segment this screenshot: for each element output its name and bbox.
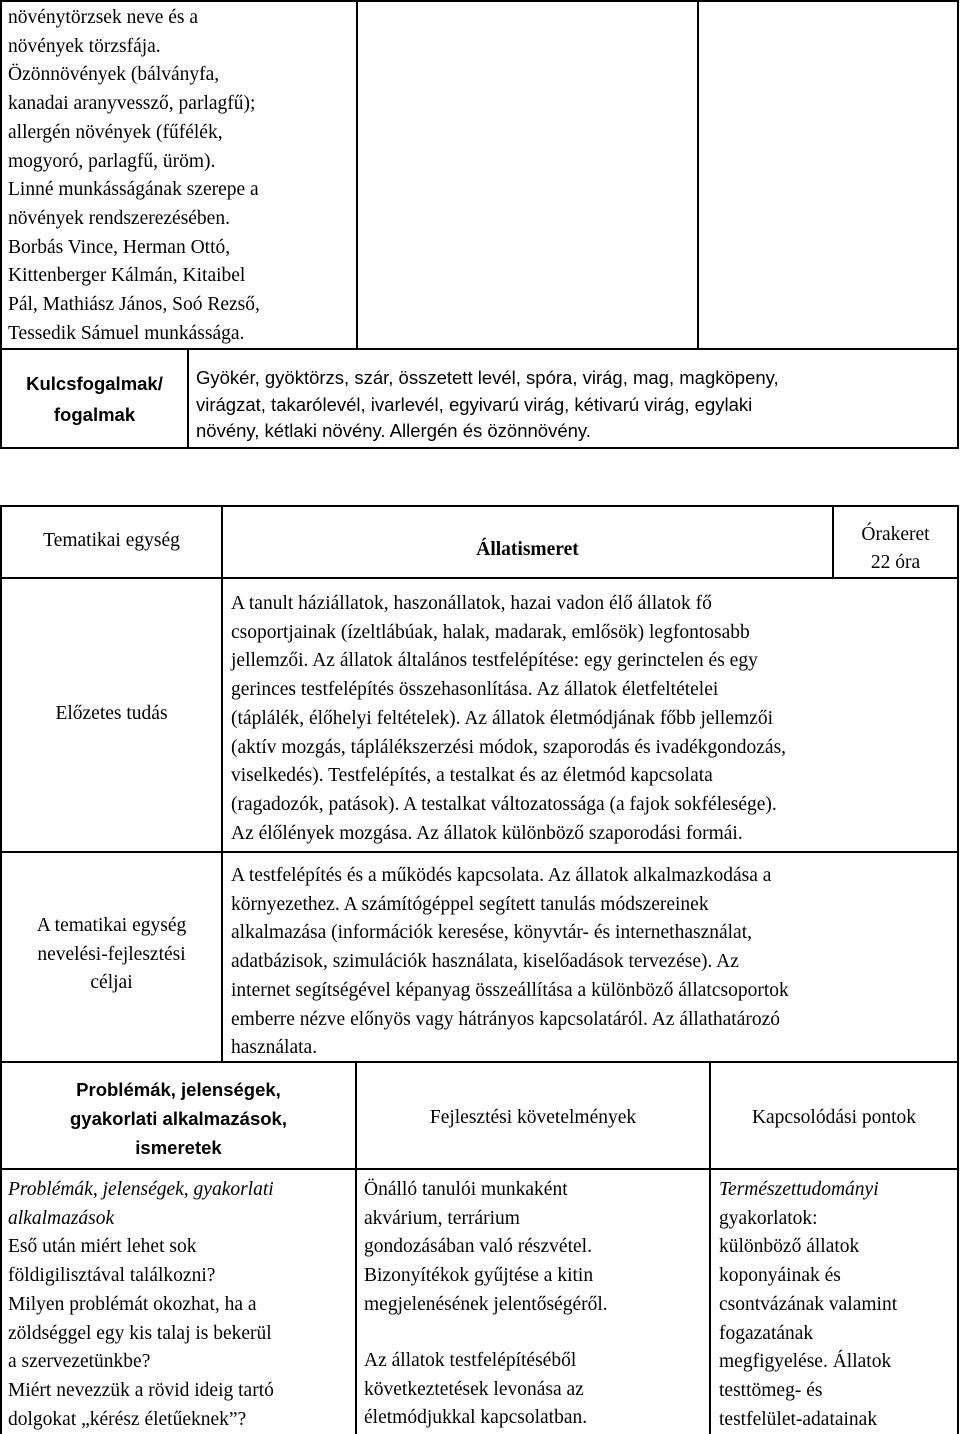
problems-text: Problémák, jelenségek, gyakorlati alkalmazások Eső után miért lehet sok földigilisztával találkozni? Milyen problémát okozhat, ha a zöldséggel egy kis talaj is bekerül a szervezetünkbe? Miért nevezzük a rövid ideig tartó dolgokat „kérész életűeknek”?	[8, 1179, 274, 1430]
table-border	[957, 505, 959, 1434]
table-border	[356, 0, 358, 350]
table-border	[0, 0, 959, 2]
table-border	[0, 505, 959, 507]
table-border	[0, 577, 959, 579]
table-border	[187, 348, 189, 449]
table-border	[697, 0, 699, 350]
connections-text: Természettudományi gyakorlatok: különböző állatok koponyáinak és csontvázának valamint fogazatának megfigyelése. Állatok testtömeg- és testfelület-adatainak	[719, 1179, 898, 1430]
development-text-b: Az állatok testfelépítéséből következtetések levonása az életmódjukkal kapcsolatban.	[364, 1350, 588, 1429]
table-border	[957, 0, 959, 449]
development-text-a: Önálló tanulói munkaként akvárium, terrárium gondozásában való részvétel. Bizonyítékok gyűjtése a kitin megjelenésének jelentőségéről.	[364, 1179, 608, 1315]
unit-title: Állatismeret	[476, 539, 579, 560]
goals-text: A testfelépítés és a működés kapcsolata. Az állatok alkalmazkodása a környezethez. A számítógéppel segített tanulás módszereinek alkalmazása (információk keresése, könyvtár- és internethasználat, adatbázisok, szimulációk használata, kiselőadások tervezése). Az internet segítségével képanyag összeállítása a különböző állatcsoportok emberre nézve előnyös vagy hátrányos kapcsolatáról. Az állathatározó használata.	[231, 865, 789, 1059]
table-border	[221, 577, 223, 1063]
table-border	[0, 851, 959, 853]
table-border	[0, 1168, 959, 1170]
prior-knowledge-text: A tanult háziállatok, haszonállatok, hazai vadon élő állatok fő csoportjainak (ízeltlábúak, halak, madarak, emlősök) legfontosabb jellemzői. Az állatok általános testfelépítése: egy gerinctelen és egy gerinces testfelépítés összehasonlítása. Az állatok életfeltételei (táplálék, élőhelyi feltételek). Az állatok életmódjának főbb jellemzői (aktív mozgás, táplálékszerzési módok, szaporodás és ivadékgondozás, viselkedés). Testfelépítés, a testalkat és az életmód kapcsolata (ragadozók, patások). A testalkat változatossága (a fajok sokfélesége). Az élőlények mozgása. Az állatok különböző szaporodási formái.	[231, 593, 787, 844]
prior-knowledge-label: Előzetes tudás	[55, 703, 168, 724]
key-concepts-text: Gyökér, gyöktörzs, szár, összetett levél, spóra, virág, mag, magköpeny, virágzat, takarólevél, ivarlevél, egyivarú virág, kétivarú virág, egylaki növény, kétlaki növény. Allergén és özönnövény.	[196, 367, 779, 442]
col-header-development: Fejlesztési követelmények	[429, 1107, 637, 1128]
col-header-problems: Problémák, jelenségek, gyakorlati alkalmazások, ismeretek	[70, 1079, 287, 1158]
hours-label: Órakeret	[861, 524, 930, 545]
plant-topics-text: növénytörzsek neve és a növények törzsfája. Özönnövények (bálványfa, kanadai aranyvessző, parlagfű); allergén növények (fűfélék, mogyoró, parlagfű, üröm). Linné munkásságának szerepe a növények rendszerezésében. Borbás Vince, Herman Ottó, Kittenberger Kálmán, Kitaibel Pál, Mathiász János, Soó Rezső, Tessedik Sámuel munkássága.	[8, 7, 260, 344]
table-border	[0, 447, 959, 449]
key-concepts-label: Kulcsfogalmak/ fogalmak	[26, 373, 163, 425]
hours-value: 22 óra	[870, 552, 921, 573]
col-header-connections: Kapcsolódási pontok	[751, 1107, 917, 1128]
goals-label: A tematikai egység nevelési-fejlesztési céljai	[36, 915, 187, 994]
thematic-unit-label: Tematikai egység	[43, 530, 180, 551]
